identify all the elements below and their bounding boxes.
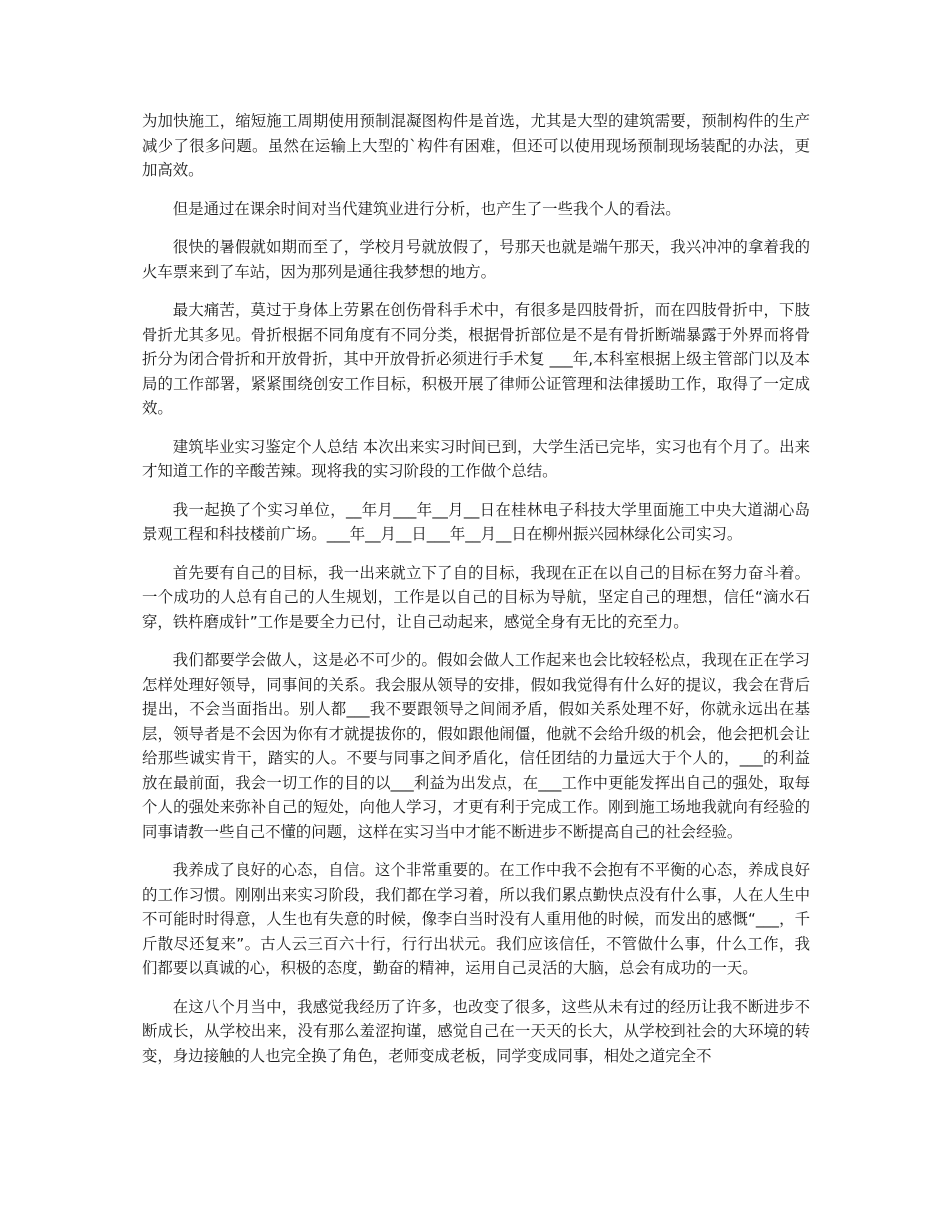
paragraph-9: 我养成了良好的心态，自信。这个非常重要的。在工作中我不会抱有不平衡的心态，养成良好的工作习惯。刚刚出来实习阶段，我们都在学习着，所以我们累点勤快点没有什么事，人在人生中不可能时时得意，人生也有失意的时候，像李白当时没有人重用他的时候，而发出的感慨“___，千斤散尽还复来”。古人云三百六十行，行行出状元。我们应该信任，不管做什么事，什么工作，我们都要以真诚的心，积极的态度，勤奋的精神，运用自己灵活的大脑，总会有成功的一天。 bbox=[142, 861, 810, 977]
paragraph-8: 我们都要学会做人，这是必不可少的。假如会做人工作起来也会比较轻松点，我现在正在学习怎样处理好领导，同事间的关系。我会服从领导的安排，假如我觉得有什么好的提议，我会在背后提出，不会当面指出。别人都___我不要跟领导之间闹矛盾，假如关系处理不好，你就永远出在基层，领导者是不会因为你有才就提拔你的，假如跟他闹僵，他就不会给升级的机会，他会把机会让给那些诚实肯干，踏实的人。不要与同事之间矛盾化，信任团结的力量远大于个人的，___的利益放在最前面，我会一切工作的目的以___利益为出发点，在___工作中更能发挥出自己的强处，取每个人的强处来弥补自己的短处，向他人学习，才更有利于完成工作。刚到施工场地我就向有经验的同事请教一些自己不懂的问题，这样在实习当中才能不断进步不断提高自己的社会经验。 bbox=[142, 651, 810, 841]
paragraph-5: 建筑毕业实习鉴定个人总结 本次出来实习时间已到，大学生活已完毕，实习也有个月了。出来才知道工作的辛酸苦辣。现将我的实习阶段的工作做个总结。 bbox=[142, 437, 810, 480]
document-body bbox=[142, 109, 810, 1082]
paragraph-6: 我一起换了个实习单位，__年月___年__月__日在桂林电子科技大学里面施工中央大道湖心岛景观工程和科技楼前广场。___年__月__日___年__月__日在柳州振兴园林绿化公司实习。 bbox=[142, 500, 810, 543]
paragraph-10: 在这八个月当中，我感觉我经历了许多，也改变了很多，这些从未有过的经历让我不断进步不断成长，从学校出来，没有那么羞涩拘谨，感觉自己在一天天的长大，从学校到社会的大环境的转变，身边接触的人也完全换了角色，老师变成老板，同学变成同事，相处之道完全不 bbox=[142, 997, 810, 1065]
paragraph-3: 很快的暑假就如期而至了，学校月号就放假了，号那天也就是端午那天，我兴冲冲的拿着我的火车票来到了车站，因为那列是通往我梦想的地方。 bbox=[142, 238, 810, 281]
paragraph-4: 最大痛苦，莫过于身体上劳累在创伤骨科手术中，有很多是四肢骨折，而在四肢骨折中，下肢骨折尤其多见。骨折根据不同角度有不同分类，根据骨折部位是不是有骨折断端暴露于外界而将骨折分为闭合骨折和开放骨折，其中开放骨折必须进行手术复 ___年,本科室根据上级主管部门以及本局的工作部署，紧紧围绕创安工作目标，积极开展了律师公证管理和法律援助工作，取得了一定成效。 bbox=[142, 301, 810, 417]
paragraph-7: 首先要有自己的目标，我一出来就立下了自的目标，我现在正在以自己的目标在努力奋斗着。一个成功的人总有自己的人生规划，工作是以自己的目标为导航，坚定自己的理想，信任“滴水石穿，铁杵磨成针”工作是要全力已付，让自己动起来，感觉全身有无比的充至力。 bbox=[142, 563, 810, 631]
paragraph-1: 为加快施工，缩短施工周期使用预制混凝图构件是首选，尤其是大型的建筑需要，预制构件的生产减少了很多问题。虽然在运输上大型的`构件有困难，但还可以使用现场预制现场装配的办法，更加高效。 bbox=[142, 112, 810, 179]
paragraph-2: 但是通过在课余时间对当代建筑业进行分析，也产生了一些我个人的看法。 bbox=[172, 199, 681, 218]
